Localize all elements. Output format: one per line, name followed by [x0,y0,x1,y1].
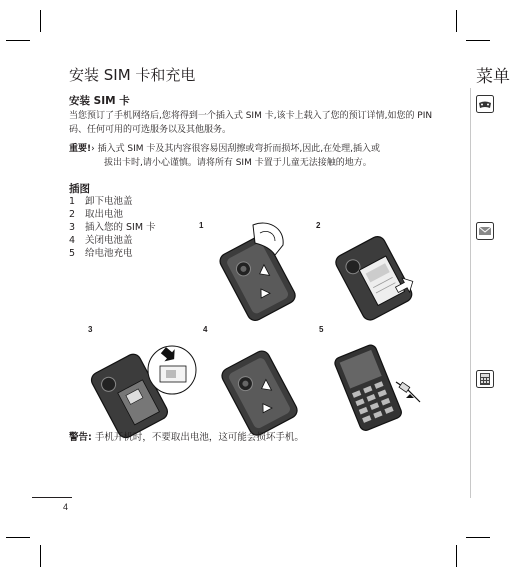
figure-close-cover [214,342,304,427]
message-icon [476,222,494,240]
figure-label-5: 5 [319,325,324,334]
steps-list [69,195,156,260]
crop-mark [40,10,41,32]
crop-mark [6,537,30,538]
crop-mark [6,40,30,41]
figure-label-2: 2 [316,221,321,230]
important-label: 重要! [69,144,92,154]
important-text-line1: › 插入式 SIM 卡及其内容很容易因刮擦或弯折而损坏,因此,在处理,插入或 [91,144,381,154]
warning-text: 手机开机时，不要取出电池，这可能会损坏手机。 [94,432,304,443]
illustration-heading: 插图 [69,183,90,195]
calculator-icon [476,370,494,388]
side-panel [470,88,497,498]
crop-mark [456,10,457,32]
figure-charge-battery [330,342,425,427]
warning-label: 警告: [69,432,92,443]
intro-paragraph: 当您预订了手机网络后,您将得到一个插入式 SIM 卡,该卡上载入了您的预订详情,如您的 PIN 码、任何可用的可选服务以及其他服务。 [69,111,433,135]
list-item: 5 给电池充电 [69,248,133,259]
section-subtitle: 安装 SIM 卡 [69,95,130,107]
page-number: 4 [63,502,69,512]
figure-label-4: 4 [203,325,208,334]
crop-mark [466,40,490,41]
side-section-title: 菜单 [476,67,510,87]
figure-label-3: 3 [88,325,93,334]
list-item: 3 插入您的 SIM 卡 [69,222,156,233]
figure-remove-cover [205,215,300,310]
figure-label-1: 1 [199,221,204,230]
list-item: 4 关闭电池盖 [69,235,133,246]
important-note [69,142,439,170]
figure-remove-battery [326,225,416,310]
important-text-line2: 拔出卡时,请小心谨慎。请将所有 SIM 卡置于儿童无法接触的地方。 [104,158,372,168]
crop-mark [456,545,457,567]
page-title: 安装 SIM 卡和充电 [69,66,196,84]
figure-insert-sim [92,340,202,425]
list-item: 2 取出电池 [69,209,124,220]
list-item: 1 卸下电池盖 [69,196,133,207]
crop-mark [466,537,490,538]
game-icon [476,95,494,113]
footer-rule [32,497,72,498]
crop-mark [40,545,41,567]
warning-note [69,429,304,443]
